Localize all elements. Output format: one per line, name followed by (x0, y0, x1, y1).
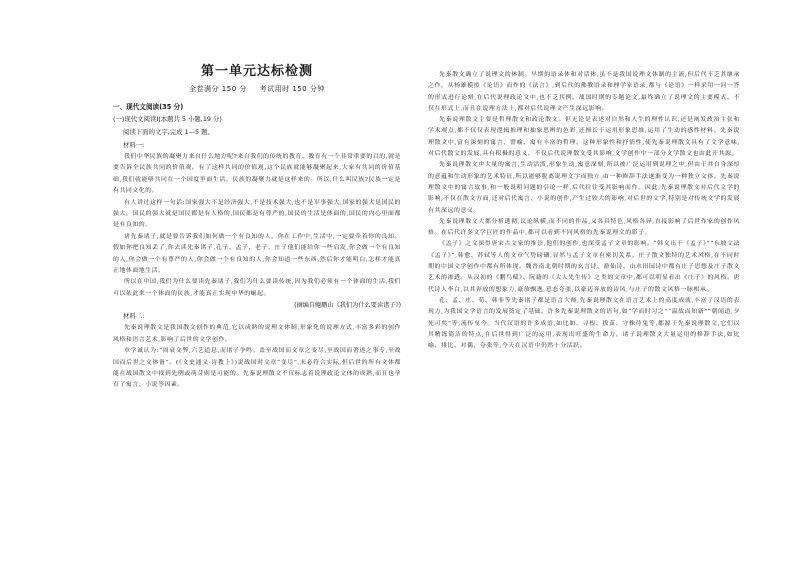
instruction: 阅读下面的文字,完成 1—5 题。 (123, 128, 214, 136)
material1-label: 材料一: (123, 141, 145, 149)
material1-paragraph: 有人讲过这样一句话:国家强大不是经济强大,不是技术强大,也不是军事强大,国家的强大是国民的强大。国民的强大就是国民都是有人格的,国民都是有尊严的,国民的生活是体面的,国民的内心里面都是有良知的。 (113, 199, 401, 229)
material1-source: (摘编自鲍鹏山《我们为什么要读诸子》) (294, 302, 401, 310)
material2-label: 材料二: (123, 312, 145, 321)
material2-continued-paragraph: 孔、孟、庄、荀、韩非等先秦诸子都是语言大师,先秦说理散文在语言艺术上的高度成就,丰富了汉语的表现力,为我国文学语言的发展奠定了基础。许多先秦说理散文的语句,如“学而时习之”“温故而知新”“朝闻道,夕死可矣”等,流传至今。当代汉语的许多成语,如比如、寻根、拔苗、守株待兔等,都源于先秦说理散文,它们以其精练简洁的特点,在后世得到广泛的运用,表现出旺盛的生命力。诸子说理散文大量运用的修辞手法,如比喻、排比、对偶、夸张等,今天在汉语中仍然十分活跃。 (428, 297, 740, 350)
material1-paragraph: 所以在中国,我们为什么要读先秦诸子,我们为什么要读传统,因为我们必须有一个体面的生活,我们可以依此来一个体面的民族,才能真正实现中华的崛起。 (113, 279, 401, 297)
material1-paragraph: 我们中华民族的凝聚力来自什么地方呢?来自我们的传统的教育。教育有一个非常重要的目的,就是要告诉全民族共同的价值观。有了这样共同的价值观,这个民族就能够凝聚起来,大家有共同的价值基础,我们就能够共同在一个国度里面生活。民族的凝聚力就是这样来的。所以,什么叫民族?民族一定是有共同文化的。 (113, 154, 401, 195)
material2-continued-paragraph: 《孟子》之文深得唐宋古文家的推崇,他们的创作,也深受孟子文章的影响。“韩文出于《孟子》”“东坡文法《孟子》”,韩愈、苏轼等人的文章气势磅礴,显然与孟子文章有密切关系。庄子散文独特的艺术风格,在不同时期的中国文学创作中都有所体现。魏晋南北朝时期的玄言诗、游仙诗、山水田园诗中都有庄子思想及庄子散文艺术的渗透。从汉初的《鹏鸟赋》、阮籍的《大人先生传》之类的文章中,都可以明显看出《庄子》的风格。唐代诗人李白,以其奔放的想象力,豪放飘逸,意态夸张,以豪迈奔放的诗风,与庄子的散文风格一脉相承。 (428, 241, 740, 293)
left-column (113, 60, 401, 392)
right-column (428, 70, 740, 352)
full-score: 全卷满分 150 分 (189, 85, 247, 93)
material2-paragraph: 先秦说理散文是我国散文创作的典范,它以成熟的说理文体制,形象化的说理方式,丰富多彩的创作风格和语言艺术,影响了后世的文学创作。 (113, 325, 401, 343)
exam-info (113, 84, 401, 94)
material2-continued-paragraph: 先秦说理散文主要是哲理散文和政论散文。但无论是表述对自然和人生的理性认识,还是阐发政治主张和学术观点,都不仅仅表现逻辑推理和抽象思辨的色彩,还擅长于运用形象思维,运用了生动的感性材料。先秦说理散文中,富有深刻的寓言、譬喻、寓有丰富的哲理。这种形象性和抒情性,使先秦说理散文具有了文学意味,对后代散文的发展,具有积极的意义。不仅后代说理散文受其影响,文学创作中一部分文学散文也由此开其源。 (428, 117, 740, 158)
material2-continued-paragraph: 先秦散文确立了说理文的体制。早期的语录体和对话体,虽不是我国说理文体制的主流,但后代不乏其继承之作。从杨雄模拟《论语》而作的《法言》,到后代的佛教语录和理学家语录,都与《论语》一样采用一问一答的形式进行论辩,在后代说理政论文中,也不乏其例。战国时期的专题论文,最终确立了说理文的主要模式。不仅在形式上,而且在说理方法上,都对后代说理文产生深远影响。 (428, 72, 740, 112)
section-heading: 一、现代文阅读(35 分) (113, 103, 184, 111)
subsection-heading: (一)现代文阅读Ⅰ(本题共 5 小题,19 分) (113, 115, 222, 123)
material2-continued-paragraph: 先秦说理散文大都分析透彻,议论纵横,而不同的作品,又各具特色,风格各异,直接影响了后世作家的创作风格。在后代许多文学巨匠的作品中,都可以看到不同风格的先秦说理文的影子。 (428, 218, 740, 237)
material2-continued-paragraph: 先秦说理散文中大量的寓言,生动活泼,形象生动,寓意深刻,所以被广泛运用到说理之中,但由于其自身深厚的意蕴和生动形象的艺术特征,所以能够脱离说理文字而独立,由一种修辞手法逐渐变为一种独立文体。先秦说理散文中的寓言故事,和一般说明问题的引论一样,后代往往受其影响而作。因此,先秦说理散文对后代文学的影响,不仅在散文方面,还对后代寓言、小说的创作,产生过较大的影响,对后世的文学,特别是对传统文学的发展有其深远的意义。 (428, 162, 740, 214)
exam-time: 考试用时 150 分钟 (259, 85, 325, 93)
material2-paragraph: 章学诚认为:“周衰文弊,六艺道息,而诸子争鸣。盖至战国而文章之变尽,至战国而著述之事专,至战国而后世之文体备”。(《文史通义·诗教上》)说战国时文章“变尽”,未必符合实际,但后世的所有文体都能在战国散文中找到先例或萌芽则是可能的。先秦说理散文不仅标志着说理政论文体的成熟,而且也孕育了寓言、小说等因素。 (113, 348, 401, 389)
page-title: 第一单元达标检测 (200, 64, 313, 79)
material1-paragraph: 诸先秦诸子,就是要告诉我们如何做一个有良知的人。你在工作中,生活中,一定要牵着你的良知。假如你把良知丢了,你去读先秦诸子,孔子、孟子、老子、庄子他们能给你一些启发,你会做一个有良知的人,你会做一个有尊严的人,你会做一个有良知的人,你会知道一些东西,然后你才能明白,怎样才能真正地体面地生活。 (113, 233, 401, 275)
